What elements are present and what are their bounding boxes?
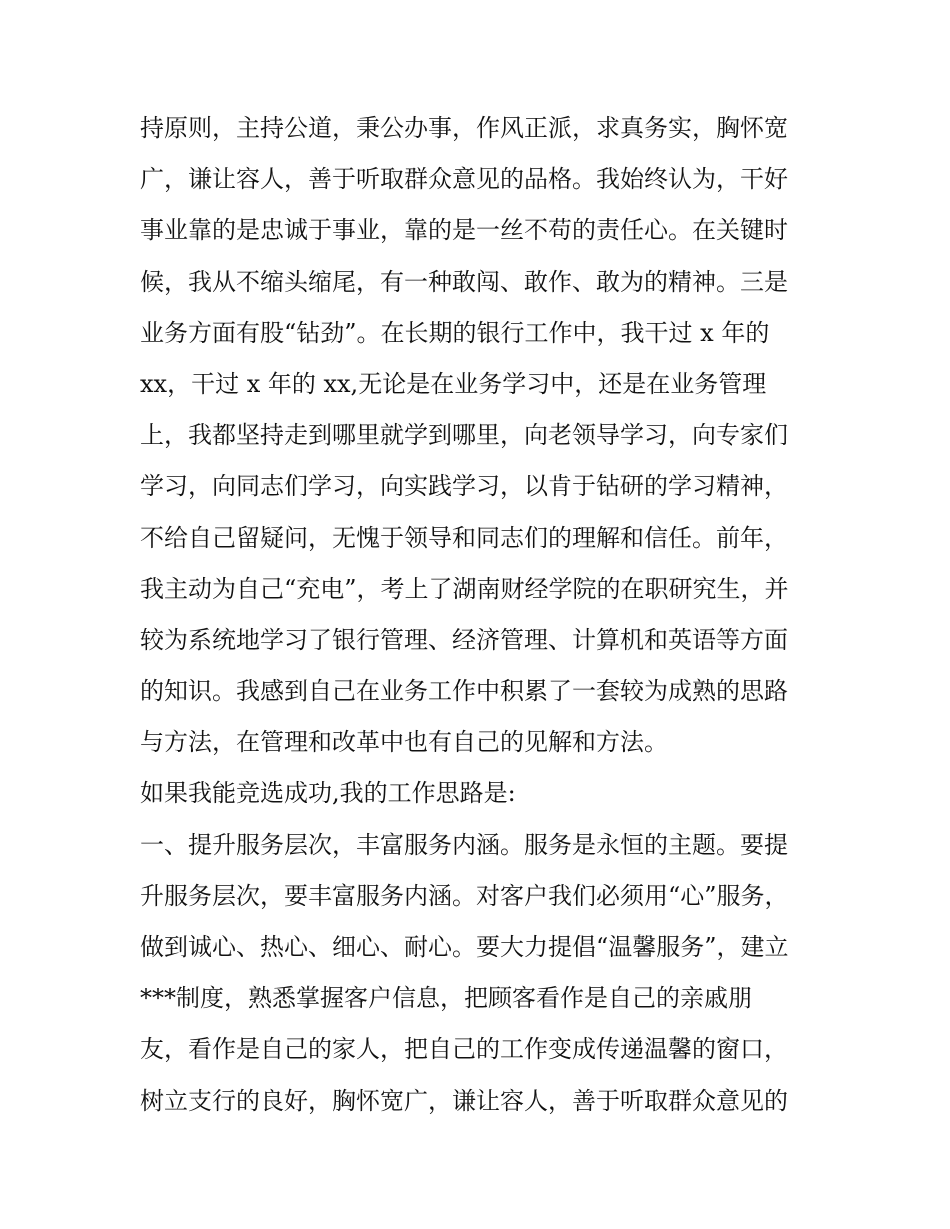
- text-line: 树立支行的良好，胸怀宽广，谦让容人，善于听取群众意见的: [140, 1086, 788, 1115]
- body-text: [140, 103, 820, 1127]
- text-line: 与方法，在管理和改革中也有自己的见解和方法。: [140, 728, 668, 757]
- text-line: ***制度，熟悉掌握客户信息，把顾客看作是自己的亲戚朋: [140, 984, 752, 1013]
- text-line: 如果我能竞选成功,我的工作思路是:: [140, 779, 516, 808]
- text-line: 学习，向同志们学习，向实践学习，以肯于钻研的学习精神，: [140, 472, 788, 501]
- text-line: 我主动为自己“充电”，考上了湖南财经学院的在职研究生，并: [140, 574, 789, 603]
- text-line: 业务方面有股“钻劲”。在长期的银行工作中，我干过 x 年的: [140, 318, 770, 347]
- text-line: 一、提升服务层次，丰富服务内涵。服务是永恒的主题。要提: [140, 830, 788, 859]
- text-line: 候，我从不缩头缩尾，有一种敢闯、敢作、敢为的精神。三是: [140, 267, 788, 296]
- text-line: 的知识。我感到自己在业务工作中积累了一套较为成熟的思路: [140, 677, 788, 706]
- text-line: 持原则，主持公道，秉公办事，作风正派，求真务实，胸怀宽: [140, 114, 788, 142]
- text-line: 广，谦让容人，善于听取群众意见的品格。我始终认为，干好: [140, 165, 788, 194]
- text-line: 较为系统地学习了银行管理、经济管理、计算机和英语等方面: [140, 625, 788, 654]
- text-line: 友，看作是自己的家人，把自己的工作变成传递温馨的窗口，: [140, 1035, 788, 1064]
- text-line: 不给自己留疑问，无愧于领导和同志们的理解和信任。前年，: [140, 523, 788, 552]
- text-line: 做到诚心、热心、细心、耐心。要大力提倡“温馨服务”，建立: [140, 933, 789, 961]
- text-line: 升服务层次，要丰富服务内涵。对客户我们必须用“心”服务，: [140, 881, 789, 910]
- text-line: xx，干过 x 年的 xx,无论是在业务学习中，还是在业务管理: [140, 369, 767, 398]
- text-line: 上，我都坚持走到哪里就学到哪里，向老领导学习，向专家们: [140, 421, 788, 450]
- text-line: 事业靠的是忠诚于事业，靠的是一丝不苟的责任心。在关键时: [140, 216, 788, 245]
